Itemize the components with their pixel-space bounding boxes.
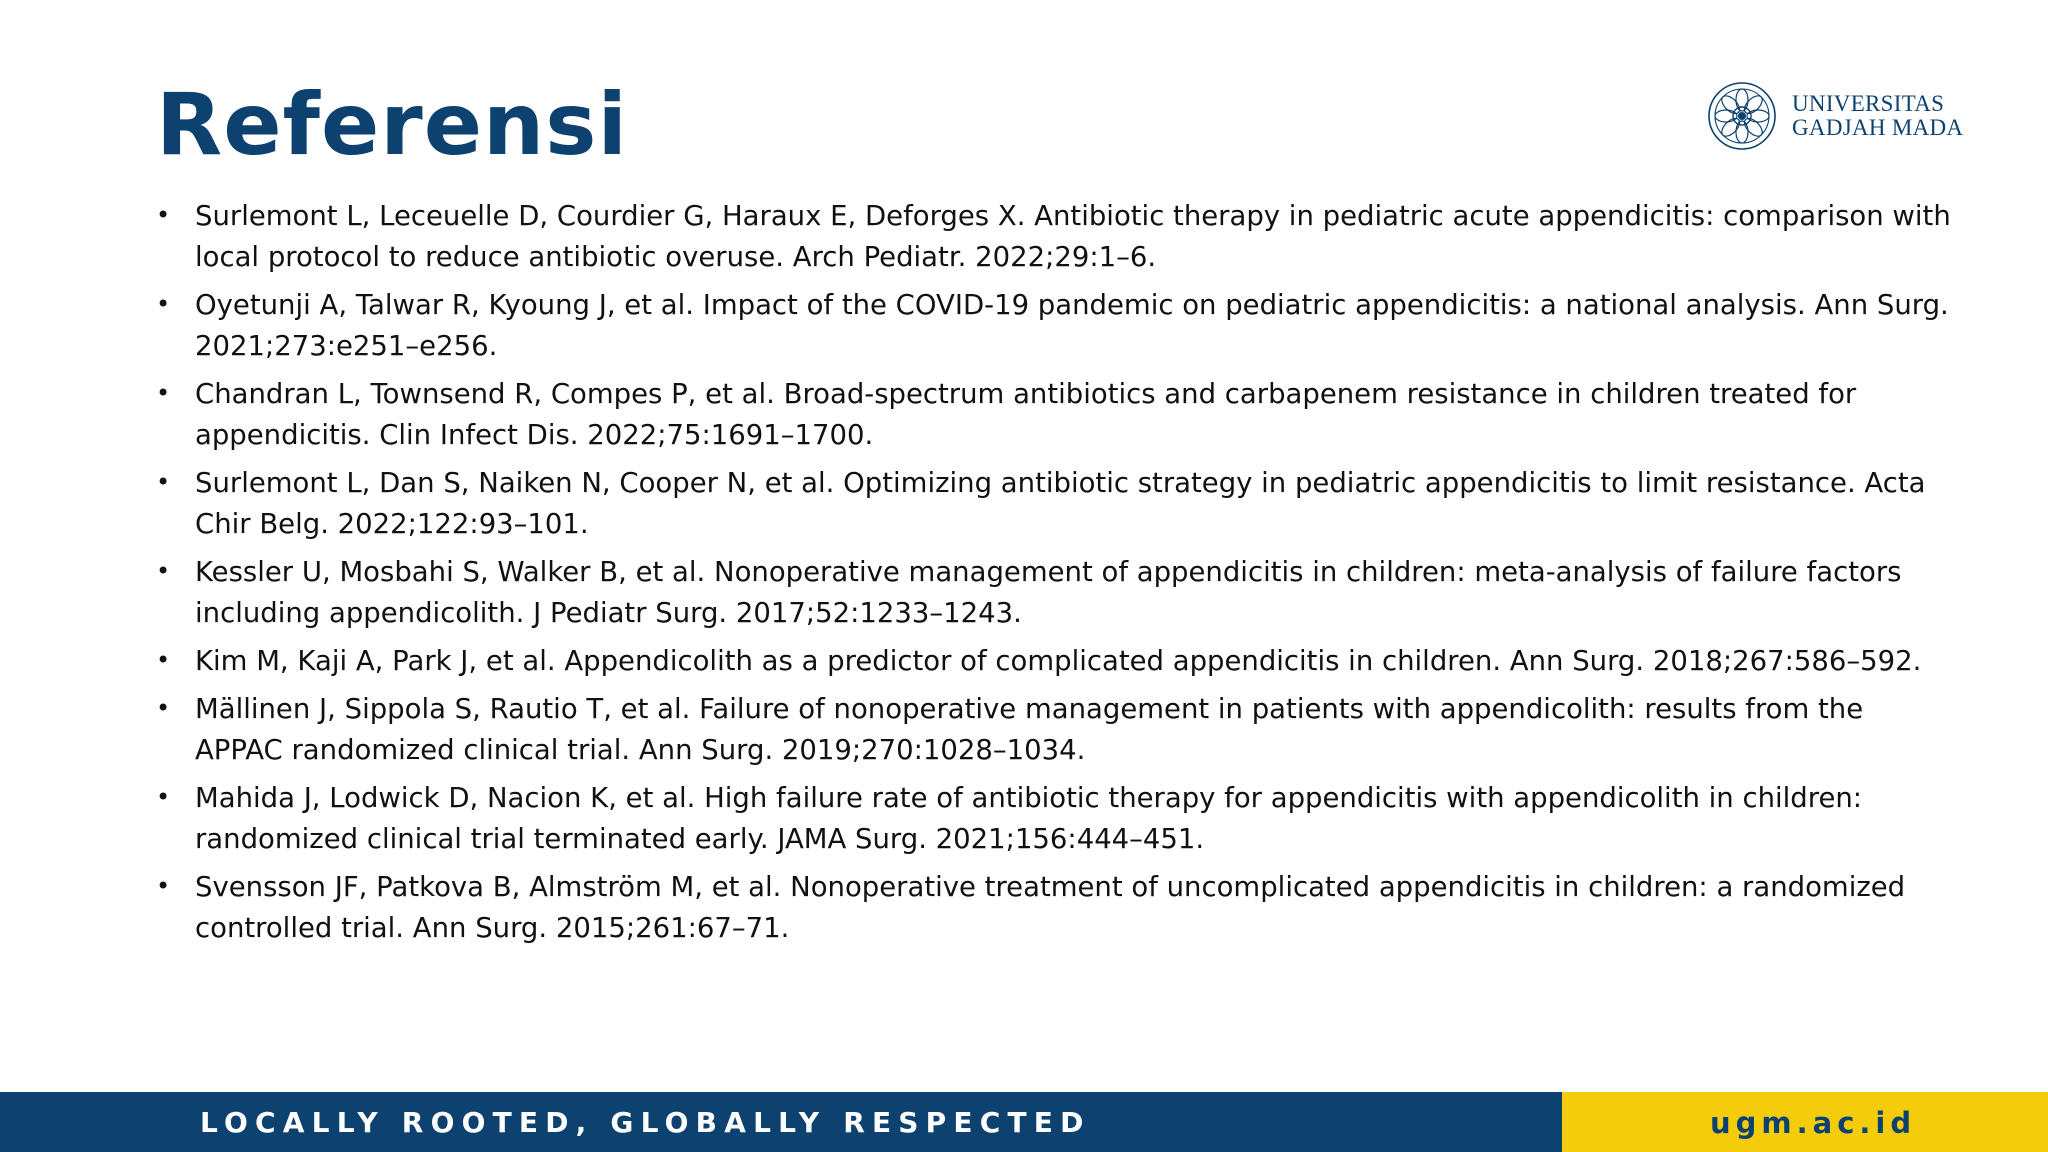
footer-site-bar <box>1562 1092 2048 1152</box>
bullet: • <box>156 694 171 722</box>
reference-list <box>156 196 1956 956</box>
bullet: • <box>156 872 171 900</box>
reference-text: Kessler U, Mosbahi S, Walker B, et al. Nonoperative management of appendicitis in children: meta-analysis of failure factors including appendicolith. J Pediatr Surg. 2017;52:1233–1243. <box>195 556 1902 629</box>
reference-text: Kim M, Kaji A, Park J, et al. Appendicolith as a predictor of complicated appendicitis in children. Ann Surg. 2018;267:586–592. <box>195 645 1922 677</box>
bullet: • <box>156 201 171 229</box>
reference-item <box>156 867 1956 949</box>
bullet: • <box>156 379 171 407</box>
ugm-emblem-icon <box>1706 80 1778 152</box>
bullet: • <box>156 557 171 585</box>
footer-tagline-bar <box>0 1092 1562 1152</box>
reference-text: Mahida J, Lodwick D, Nacion K, et al. High failure rate of antibiotic therapy for appendicitis with appendicolith in children: randomized clinical trial terminated early. JAMA Surg. 2021;156:444–451. <box>195 782 1863 855</box>
reference-item <box>156 641 1956 682</box>
footer-site-url: ugm.ac.id <box>1710 1106 1917 1140</box>
reference-item <box>156 689 1956 771</box>
reference-item <box>156 374 1956 456</box>
reference-text: Oyetunji A, Talwar R, Kyoung J, et al. Impact of the COVID-19 pandemic on pediatric appendicitis: a national analysis. Ann Surg. 2021;273:e251–e256. <box>195 289 1949 362</box>
bullet: • <box>156 468 171 496</box>
university-name <box>1792 92 1963 140</box>
reference-item <box>156 285 1956 367</box>
university-name-line1: UNIVERSITAS <box>1792 91 1945 116</box>
reference-text: Surlemont L, Dan S, Naiken N, Cooper N, et al. Optimizing antibiotic strategy in pediatric appendicitis to limit resistance. Acta Chir Belg. 2022;122:93–101. <box>195 467 1926 540</box>
reference-item <box>156 778 1956 860</box>
footer-tagline: LOCALLY ROOTED, GLOBALLY RESPECTED <box>200 1106 1091 1139</box>
bullet: • <box>156 783 171 811</box>
university-logo <box>1706 80 1996 152</box>
bullet: • <box>156 646 171 674</box>
reference-text: Surlemont L, Leceuelle D, Courdier G, Haraux E, Deforges X. Antibiotic therapy in pediatric acute appendicitis: comparison with local protocol to reduce antibiotic overuse. Arch Pediatr. 2022;29:1–6. <box>195 200 1951 273</box>
reference-item <box>156 552 1956 634</box>
reference-text: Chandran L, Townsend R, Compes P, et al. Broad-spectrum antibiotics and carbapenem resistance in children treated for appendicitis. Clin Infect Dis. 2022;75:1691–1700. <box>195 378 1857 451</box>
reference-item <box>156 463 1956 545</box>
reference-text: Svensson JF, Patkova B, Almström M, et al. Nonoperative treatment of uncomplicated appendicitis in children: a randomized controlled trial. Ann Surg. 2015;261:67–71. <box>195 871 1906 944</box>
bullet: • <box>156 290 171 318</box>
slide-title: Referensi <box>156 75 628 175</box>
university-name-line2: GADJAH MADA <box>1792 115 1964 140</box>
reference-text: Mällinen J, Sippola S, Rautio T, et al. Failure of nonoperative management in patients with appendicolith: results from the APPAC randomized clinical trial. Ann Surg. 2019;270:1028–1034. <box>195 693 1864 766</box>
reference-item <box>156 196 1956 278</box>
